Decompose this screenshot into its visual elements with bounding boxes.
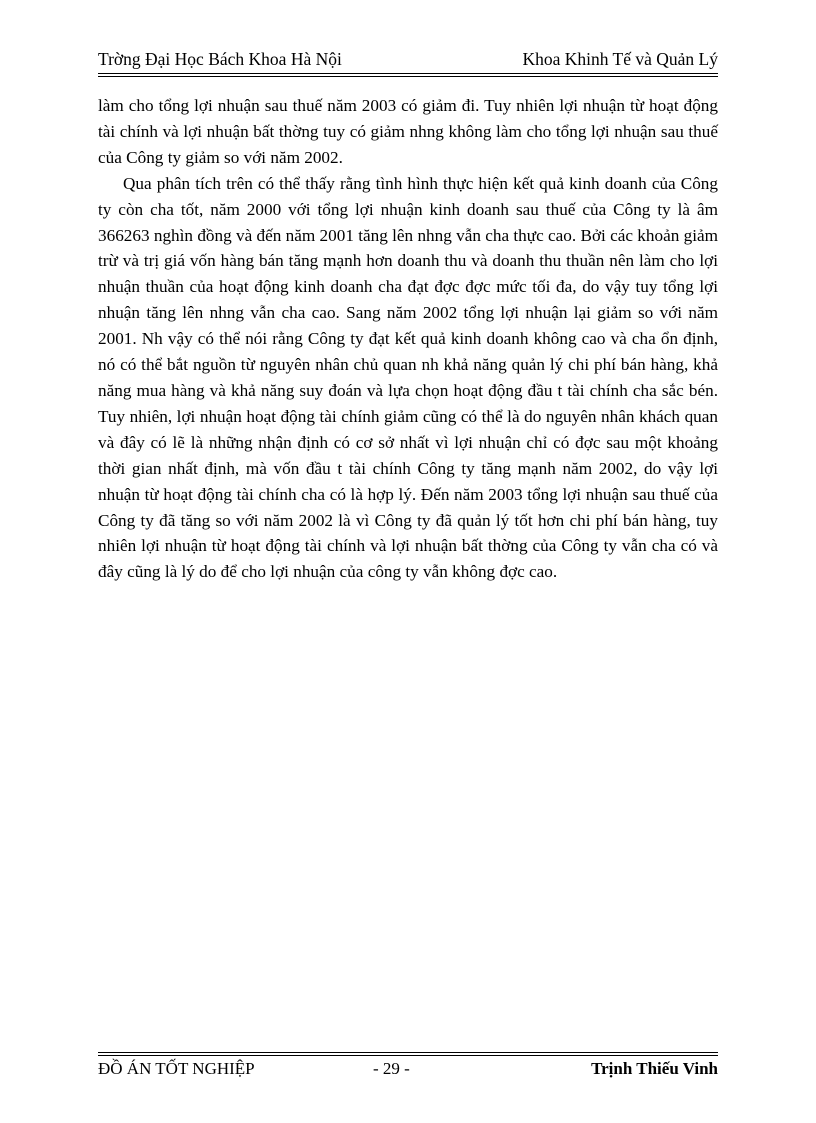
paragraph-analysis: Qua phân tích trên có thể thấy rằng tình hình thực hiện kết quả kinh doanh của Công ty còn cha tốt, năm 2000 với tổng lợi nhuận kinh doanh sau thuế của Công ty là âm 366263 nghìn đồng và đến năm 2001 tăng lên nhng vẫn cha thực cao. Bởi các khoản giảm trừ và trị giá vốn hàng bán tăng mạnh hơn doanh thu và doanh thu thuần nên làm cho lợi nhuận thuần của hoạt động kinh doanh cha đạt đợc đợc mức tối đa, do vậy tuy tổng lợi nhuận tăng lên nhng vẫn cha cao. Sang năm 2002 tổng lợi nhuận lại giảm so với năm 2001. Nh vậy có thể nói rằng Công ty đạt kết quả kinh doanh không cao và cha ổn định, nó có thể bắt nguồn từ nguyên nhân chủ quan nh khả năng quản lý chi phí bán hàng, khả năng mua hàng và khả năng suy đoán và lựa chọn hoạt động đầu t tài chính cha sắc bén. Tuy nhiên, lợi nhuận hoạt động tài chính giảm cũng có thể là do nguyên nhân khách quan và đây có lẽ là những nhận định có cơ sở nhất vì lợi nhuận chỉ có đợc sau một khoảng thời gian nhất định, mà vốn đầu t tài chính Công ty tăng mạnh năm 2002, do vậy lợi nhuận từ hoạt động tài chính cha có là hợp lý. Đến năm 2003 tổng lợi nhuận sau thuế của Công ty đã tăng so với năm 2002 là vì Công ty đã quản lý tốt hơn chi phí bán hàng, tuy nhiên lợi nhuận từ hoạt động tài chính và lợi nhuận bất thờng của Công ty vẫn cha có và đây cũng là lý do để cho lợi nhuận của công ty vẫn không đợc cao. [98,173,718,582]
page-header [98,46,718,72]
header-divider-thin [98,76,718,77]
body-text [98,93,718,585]
header-university: Trờng Đại Học Bách Khoa Hà Nội [98,49,342,69]
footer-thesis-label: ĐỒ ÁN TỐT NGHIỆP [98,1059,255,1078]
footer-divider [98,1052,718,1053]
paragraph-continuation: làm cho tổng lợi nhuận sau thuế năm 2003 có giảm đi. Tuy nhiên lợi nhuận từ hoạt động tài chính và lợi nhuận bất thờng tuy có giảm nhng không làm cho tổng lợi nhuận sau thuế của Công ty giảm so với năm 2002. [98,96,718,167]
footer-author: Trịnh Thiếu Vinh [591,1059,718,1078]
page-footer [98,1056,718,1082]
page-number: - 29 - [373,1059,410,1078]
header-divider [98,73,718,74]
header-faculty: Khoa Khinh Tế và Quản Lý [522,49,718,69]
